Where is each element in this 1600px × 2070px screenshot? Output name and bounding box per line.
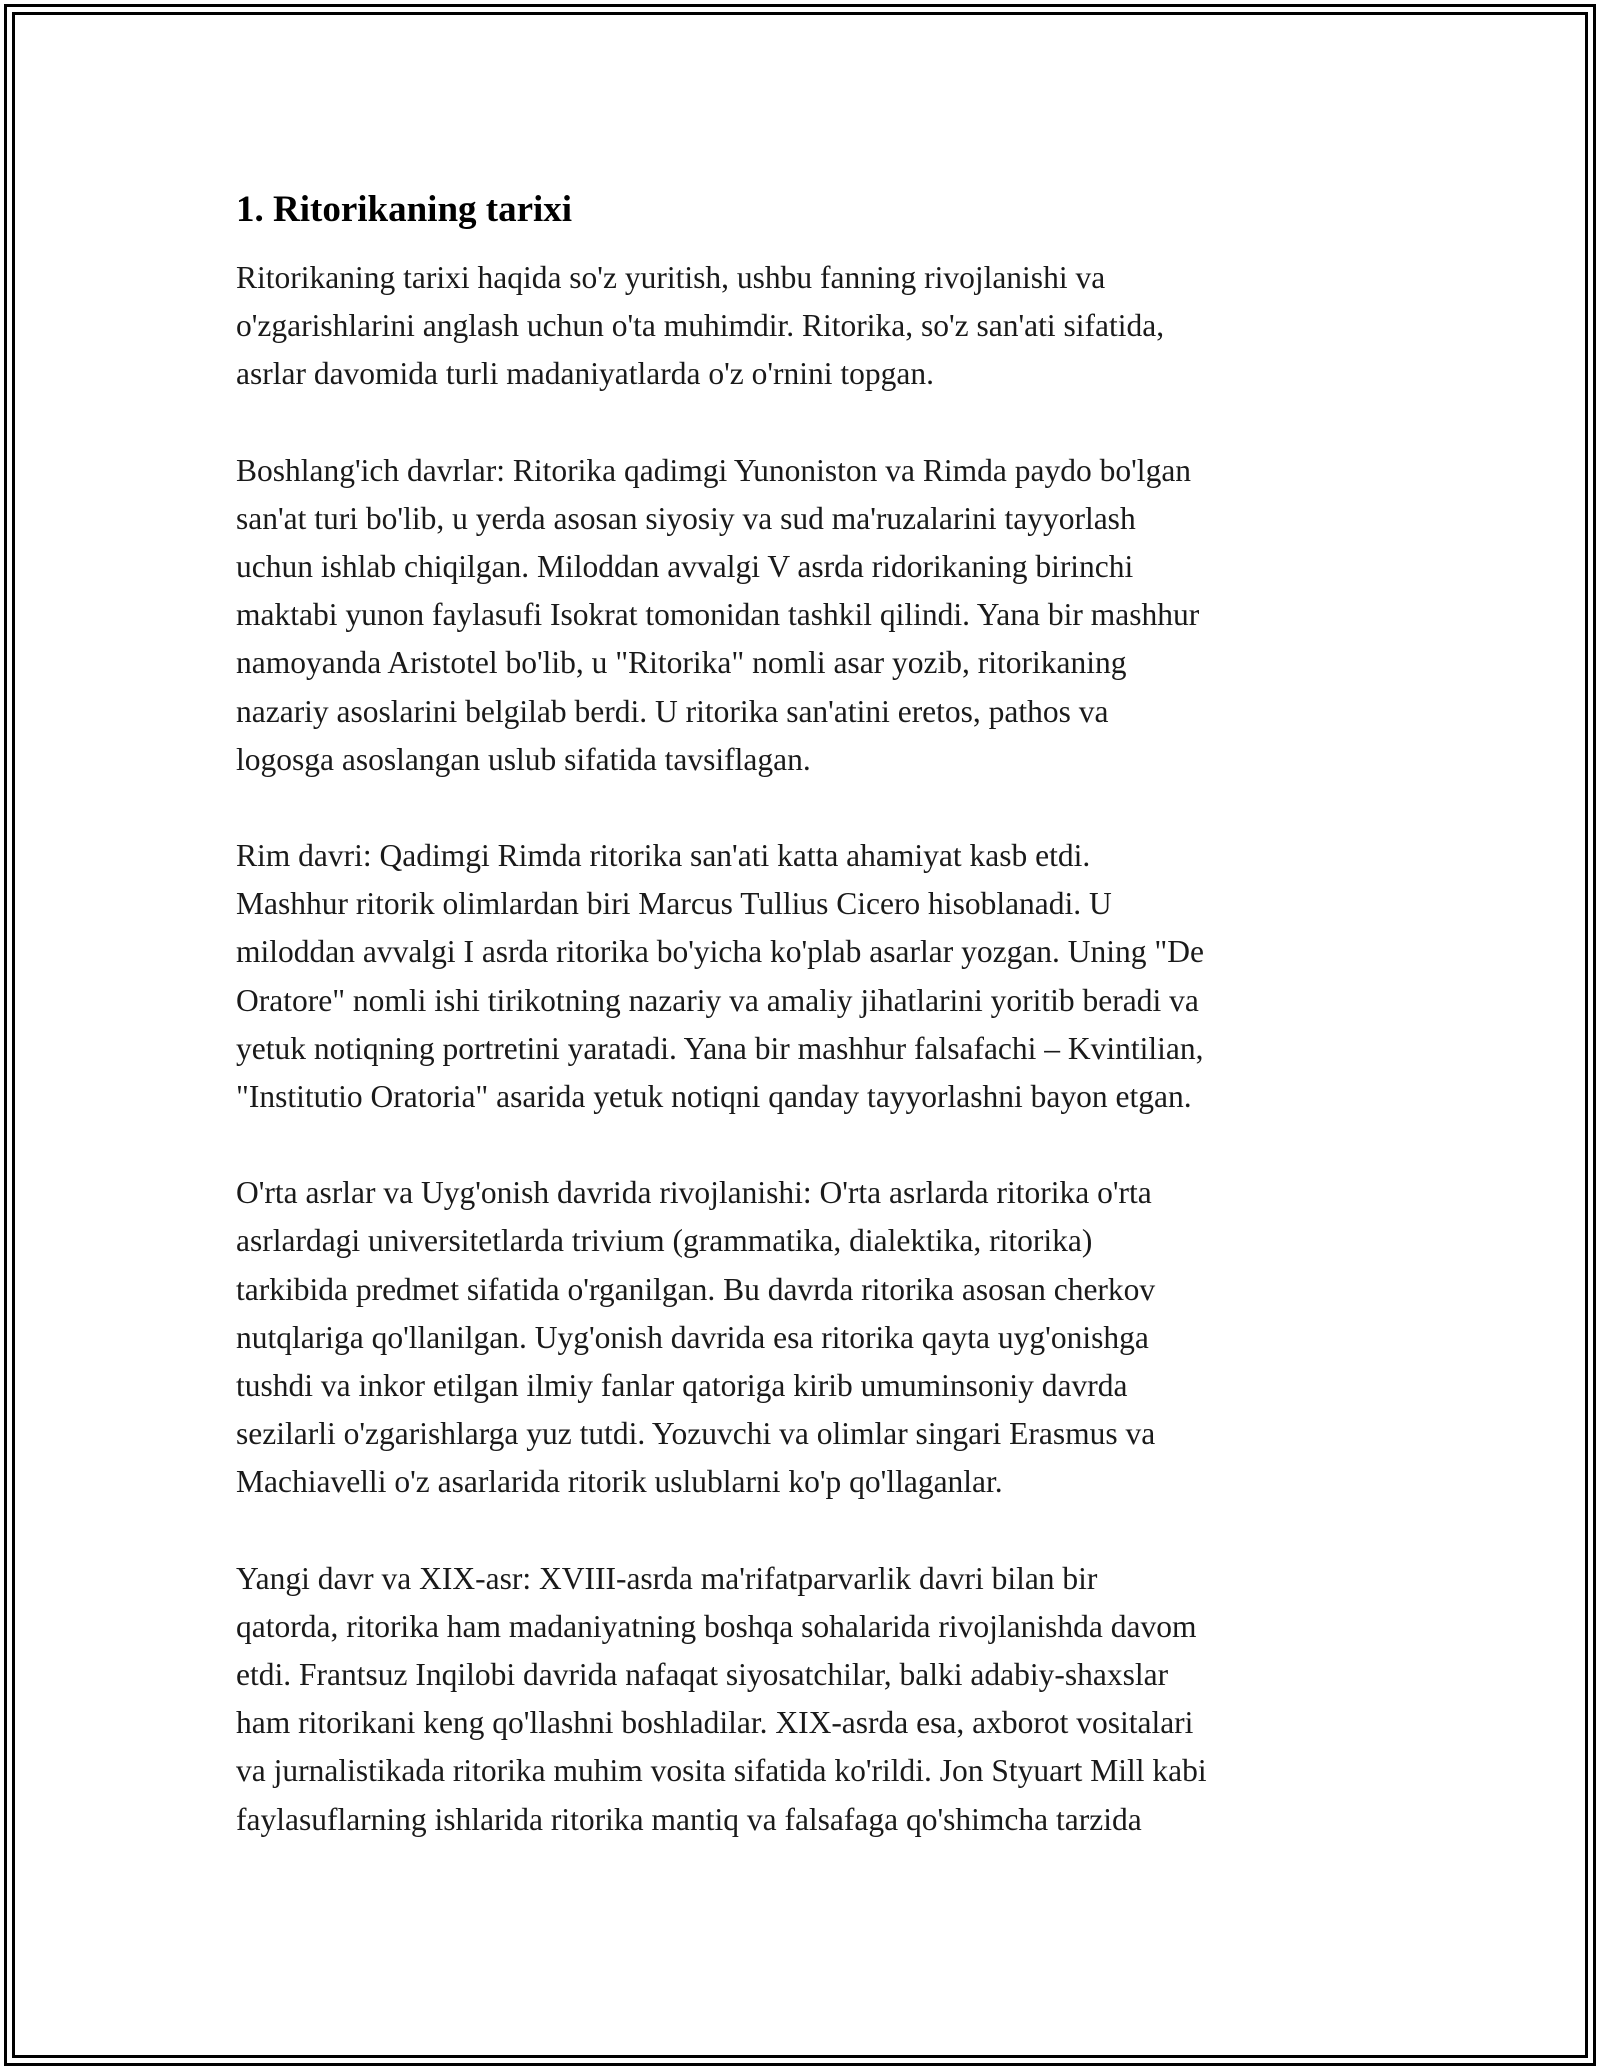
text-line: Yangi davr va XIX-asr: XVIII-asrda ma'rifatparvarlik davri bilan bir [236, 1560, 1098, 1596]
text-line: qatorda, ritorika ham madaniyatning boshqa sohalarida rivojlanishda davom [236, 1608, 1197, 1644]
text-line: asrlar davomida turli madaniyatlarda o'z o'rnini topgan. [236, 356, 934, 392]
text-line: logosga asoslangan uslub sifatida tavsiflagan. [236, 741, 811, 777]
paragraph-early-periods [236, 447, 1376, 784]
document-body [236, 188, 1376, 1892]
text-line: uchun ishlab chiqilgan. Miloddan avvalgi V asrda ridorikaning birinchi [236, 549, 1134, 585]
text-line: san'at turi bo'lib, u yerda asosan siyosiy va sud ma'ruzalarini tayyorlash [236, 500, 1136, 536]
text-line: Machiavelli o'z asarlarida ritorik uslublarni ko'p qo'llaganlar. [236, 1464, 1003, 1500]
text-line: Boshlang'ich davrlar: Ritorika qadimgi Yunoniston va Rimda paydo bo'lgan [236, 452, 1192, 488]
text-line: tarkibida predmet sifatida o'rganilgan. Bu davrda ritorika asosan cherkov [236, 1271, 1156, 1307]
text-line: ham ritorikani keng qo'llashni boshladilar. XIX-asrda esa, axborot vositalari [236, 1705, 1194, 1741]
text-line: faylasuflarning ishlarida ritorika mantiq va falsafaga qo'shimcha tarzida [236, 1801, 1142, 1837]
text-line: Rim davri: Qadimgi Rimda ritorika san'ati katta ahamiyat kasb etdi. [236, 838, 1091, 874]
paragraph-modern-era [236, 1555, 1376, 1844]
text-line: Oratore" nomli ishi tirikotning nazariy va amaliy jihatlarini yoritib beradi va [236, 982, 1199, 1018]
text-line: miloddan avvalgi I asrda ritorika bo'yicha ko'plab asarlar yozgan. Uning "De [236, 934, 1205, 970]
paragraph-middle-ages [236, 1169, 1376, 1506]
text-line: asrlardagi universitetlarda trivium (grammatika, dialektika, ritorika) [236, 1223, 1093, 1259]
text-line: Mashhur ritorik olimlardan biri Marcus Tullius Cicero hisoblanadi. U [236, 886, 1112, 922]
paragraph-intro [236, 254, 1376, 399]
paragraph-roman-period [236, 832, 1376, 1121]
text-line: namoyanda Aristotel bo'lib, u "Ritorika" nomli asar yozib, ritorikaning [236, 645, 1127, 681]
text-line: yetuk notiqning portretini yaratadi. Yana bir mashhur falsafachi – Kvintilian, [236, 1030, 1204, 1066]
text-line: nutqlariga qo'llanilgan. Uyg'onish davrida esa ritorika qayta uyg'onishga [236, 1319, 1149, 1355]
text-line: tushdi va inkor etilgan ilmiy fanlar qatoriga kirib umuminsoniy davrda [236, 1368, 1128, 1404]
text-line: va jurnalistikada ritorika muhim vosita sifatida ko'rildi. Jon Styuart Mill kabi [236, 1753, 1207, 1789]
section-heading: 1. Ritorikaning tarixi [236, 189, 573, 230]
text-line: o'zgarishlarini anglash uchun o'ta muhimdir. Ritorika, so'z san'ati sifatida, [236, 308, 1165, 344]
text-line: Ritorikaning tarixi haqida so'z yuritish, ushbu fanning rivojlanishi va [236, 260, 1106, 295]
text-line: "Institutio Oratoria" asarida yetuk notiqni qanday tayyorlashni bayon etgan. [236, 1079, 1192, 1115]
text-line: maktabi yunon faylasufi Isokrat tomonidan tashkil qilindi. Yana bir mashhur [236, 597, 1200, 633]
text-line: sezilarli o'zgarishlarga yuz tutdi. Yozuvchi va olimlar singari Erasmus va [236, 1416, 1156, 1452]
text-line: O'rta asrlar va Uyg'onish davrida rivojlanishi: O'rta asrlarda ritorika o'rta [236, 1175, 1152, 1211]
text-line: etdi. Frantsuz Inqilobi davrida nafaqat siyosatchilar, balki adabiy-shaxslar [236, 1657, 1169, 1693]
text-line: nazariy asoslarini belgilab berdi. U ritorika san'atini eretos, pathos va [236, 693, 1109, 729]
